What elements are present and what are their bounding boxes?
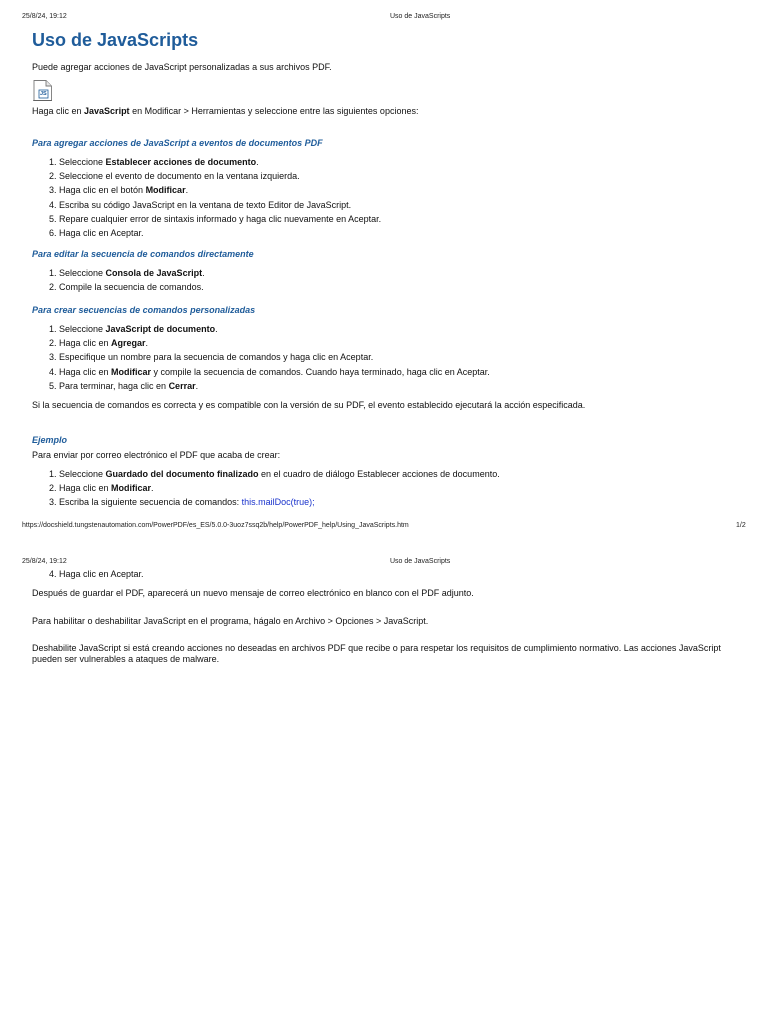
print-title: Uso de JavaScripts xyxy=(390,13,451,20)
enable-javascript-note: Para habilitar o deshabilitar JavaScript en el programa, hágalo en Archivo > Opciones > JavaScript. xyxy=(32,616,429,626)
code-snippet: this.mailDoc(true); xyxy=(241,497,315,508)
steps-document-events xyxy=(32,155,381,240)
security-note: Deshabilite JavaScript si está creando acciones no deseadas en archivos PDF que recibe o para respetar los requisitos de cumplimiento normativo. Las acciones JavaScript pueden ser vulnerables a ataques de malware. xyxy=(32,643,721,664)
steps-custom-scripts xyxy=(32,322,490,393)
print-title-page2: Uso de JavaScripts xyxy=(390,558,451,565)
steps-example-continued xyxy=(32,567,144,581)
list-item: 6. Haga clic en Aceptar. xyxy=(59,226,381,240)
list-item: 4. Haga clic en Aceptar. xyxy=(59,567,144,581)
list-item: 1. Seleccione Establecer acciones de documento. xyxy=(59,155,381,169)
intro-text: Puede agregar acciones de JavaScript personalizadas a sus archivos PDF. xyxy=(32,62,332,72)
list-item: 2. Haga clic en Modificar. xyxy=(59,481,500,495)
steps-example xyxy=(32,467,500,510)
script-result-note: Si la secuencia de comandos es correcta y es compatible con la versión de su PDF, el evento establecido ejecutará la acción especificada. xyxy=(32,400,586,410)
footer-url: https://docshield.tungstenautomation.com/PowerPDF/es_ES/5.0.0-3uoz7ssq2b/help/PowerPDF_help/Using_JavaScripts.htm xyxy=(22,522,409,529)
section-title-document-events: Para agregar acciones de JavaScript a eventos de documentos PDF xyxy=(32,138,323,148)
list-item: 1. Seleccione Consola de JavaScript. xyxy=(59,266,205,280)
list-item: 3. Escriba la siguiente secuencia de comandos: this.mailDoc(true); xyxy=(59,495,500,509)
page-number: 1/2 xyxy=(736,522,746,529)
menu-instruction: Haga clic en JavaScript en Modificar > Herramientas y seleccione entre las siguientes opciones: xyxy=(32,106,419,116)
section-title-example: Ejemplo xyxy=(32,435,68,445)
steps-edit-script xyxy=(32,266,205,294)
list-item: 3. Haga clic en el botón Modificar. xyxy=(59,183,381,197)
list-item: 1. Seleccione Guardado del documento finalizado en el cuadro de diálogo Establecer acciones de documento. xyxy=(59,467,500,481)
javascript-file-icon xyxy=(33,80,52,101)
section-title-edit-script: Para editar la secuencia de comandos directamente xyxy=(32,249,254,259)
email-note: Después de guardar el PDF, aparecerá un nuevo mensaje de correo electrónico en blanco con el PDF adjunto. xyxy=(32,588,474,598)
list-item: 4. Escriba su código JavaScript en la ventana de texto Editor de JavaScript. xyxy=(59,198,381,212)
list-item: 5. Para terminar, haga clic en Cerrar. xyxy=(59,379,490,393)
list-item: 1. Seleccione JavaScript de documento. xyxy=(59,322,490,336)
javascript-icon-label: JS xyxy=(40,91,47,97)
print-datetime: 25/8/24, 19:12 xyxy=(22,13,67,20)
page-title: Uso de JavaScripts xyxy=(32,30,199,50)
list-item: 2. Compile la secuencia de comandos. xyxy=(59,280,205,294)
list-item: 2. Seleccione el evento de documento en la ventana izquierda. xyxy=(59,169,381,183)
print-datetime-page2: 25/8/24, 19:12 xyxy=(22,558,67,565)
list-item: 4. Haga clic en Modificar y compile la secuencia de comandos. Cuando haya terminado, haga clic en Aceptar. xyxy=(59,365,490,379)
example-intro: Para enviar por correo electrónico el PDF que acaba de crear: xyxy=(32,450,281,460)
list-item: 5. Repare cualquier error de sintaxis informado y haga clic nuevamente en Aceptar. xyxy=(59,212,381,226)
list-item: 2. Haga clic en Agregar. xyxy=(59,336,490,350)
section-title-custom-scripts: Para crear secuencias de comandos personalizadas xyxy=(32,305,256,315)
list-item: 3. Especifique un nombre para la secuencia de comandos y haga clic en Aceptar. xyxy=(59,350,490,364)
